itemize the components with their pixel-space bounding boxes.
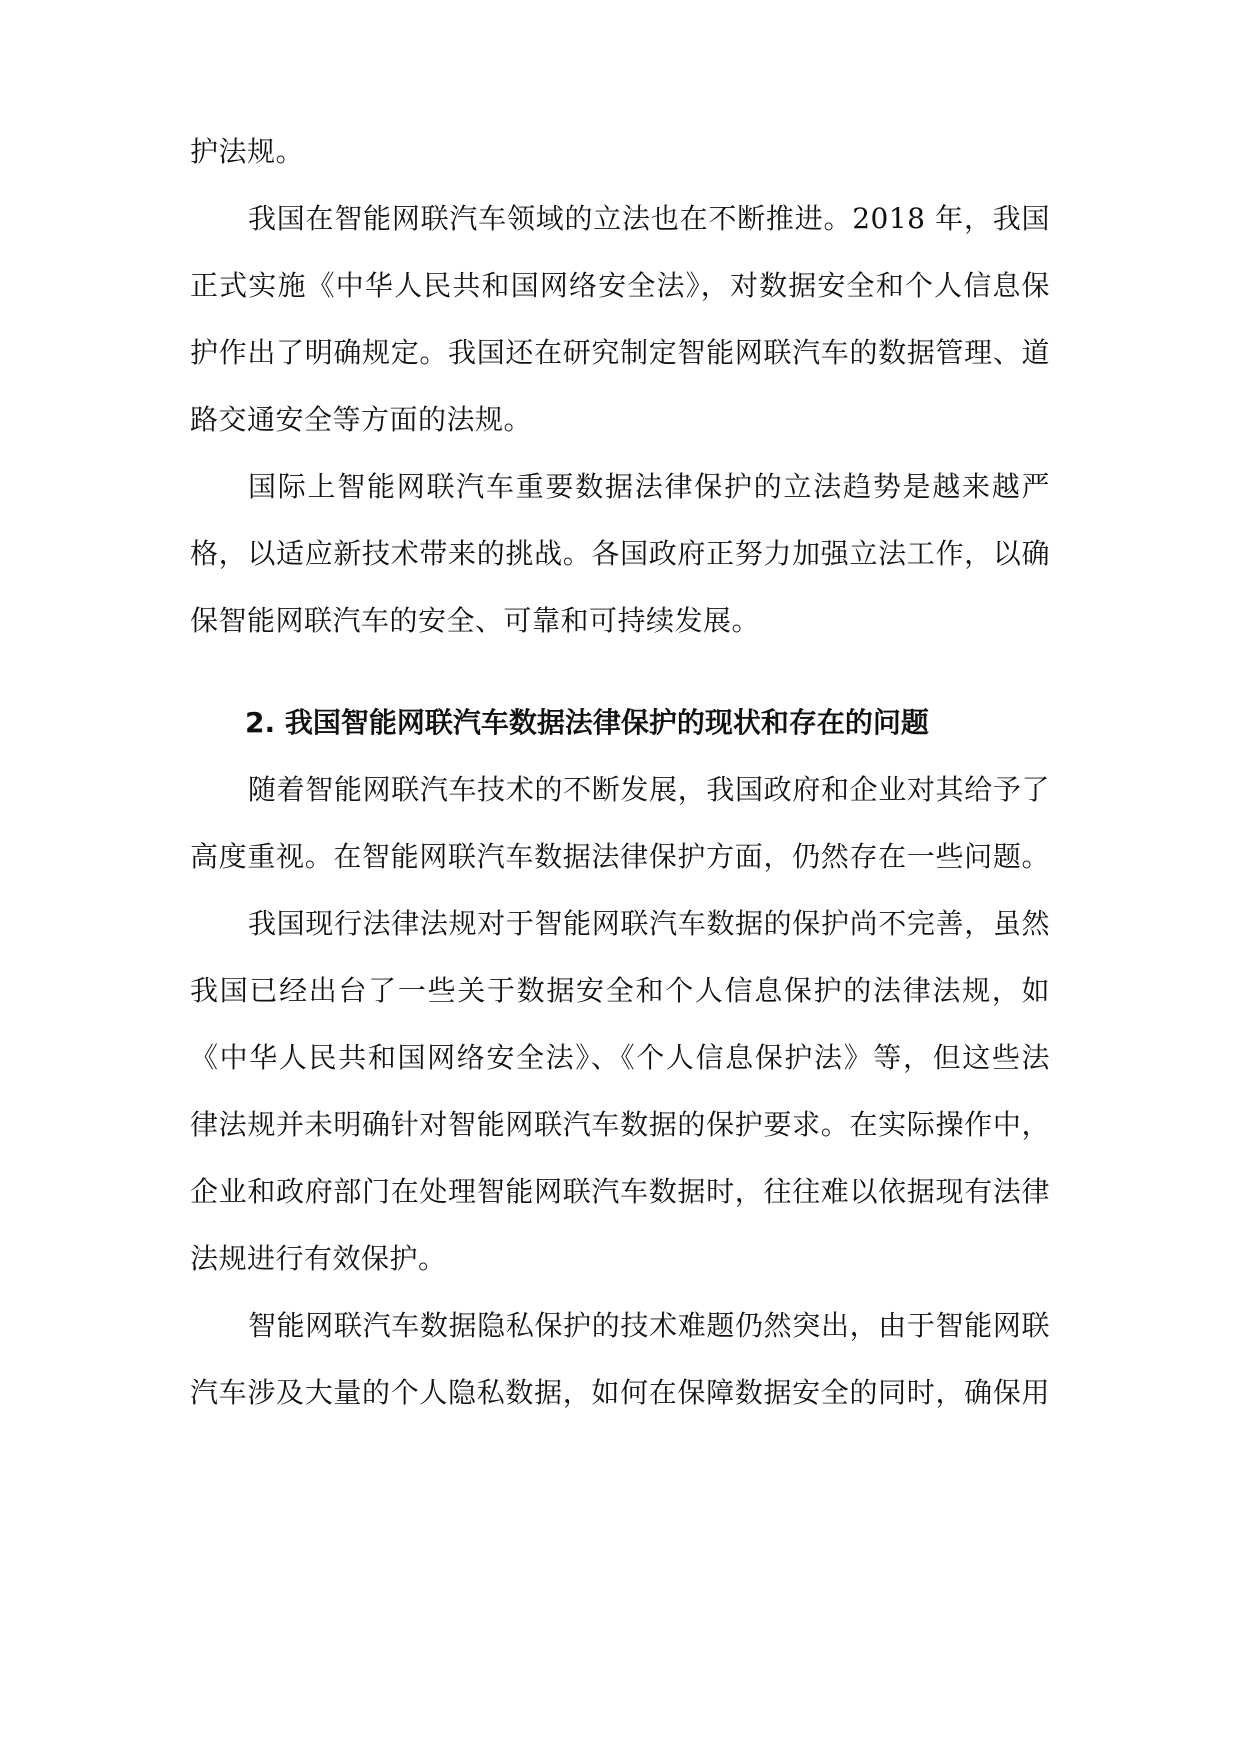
paragraph-line: 保智能网联汽车的安全、可靠和可持续发展。 [190,604,761,637]
paragraph-line: 护法规。 [190,135,305,168]
paragraph-line: 路交通安全等方面的法规。 [190,403,533,436]
paragraph-line: 智能网联汽车数据隐私保护的技术难题仍然突出，由于智能网联 [248,1309,1050,1342]
paragraph-line: 法规进行有效保护。 [190,1242,447,1275]
paragraph-line: 企业和政府部门在处理智能网联汽车数据时，往往难以依据现有法律 [190,1175,1050,1208]
section-heading: 2. 我国智能网联汽车数据法律保护的现状和存在的问题 [245,706,929,739]
paragraph-line: 正式实施《中华人民共和国网络安全法》，对数据安全和个人信息保 [190,269,1050,302]
paragraph-line: 高度重视。在智能网联汽车数据法律保护方面，仍然存在一些问题。 [190,840,1050,873]
paragraph-line: 《中华人民共和国网络安全法》、《个人信息保护法》等，但这些法 [190,1041,1050,1074]
paragraph-line: 我国现行法律法规对于智能网联汽车数据的保护尚不完善，虽然 [248,907,1050,940]
paragraph-line: 随着智能网联汽车技术的不断发展，我国政府和企业对其给予了 [248,773,1050,806]
paragraph-line: 律法规并未明确针对智能网联汽车数据的保护要求。在实际操作中， [190,1108,1050,1141]
paragraph-line: 格，以适应新技术带来的挑战。各国政府正努力加强立法工作，以确 [190,537,1050,570]
paragraph-line: 护作出了明确规定。我国还在研究制定智能网联汽车的数据管理、道 [190,336,1050,369]
paragraph-line: 国际上智能网联汽车重要数据法律保护的立法趋势是越来越严 [248,470,1050,503]
paragraph-line: 我国在智能网联汽车领域的立法也在不断推进。2018 年，我国 [248,202,1050,235]
paragraph-line: 我国已经出台了一些关于数据安全和个人信息保护的法律法规，如 [190,974,1050,1007]
paragraph-line: 汽车涉及大量的个人隐私数据，如何在保障数据安全的同时，确保用 [190,1376,1050,1409]
